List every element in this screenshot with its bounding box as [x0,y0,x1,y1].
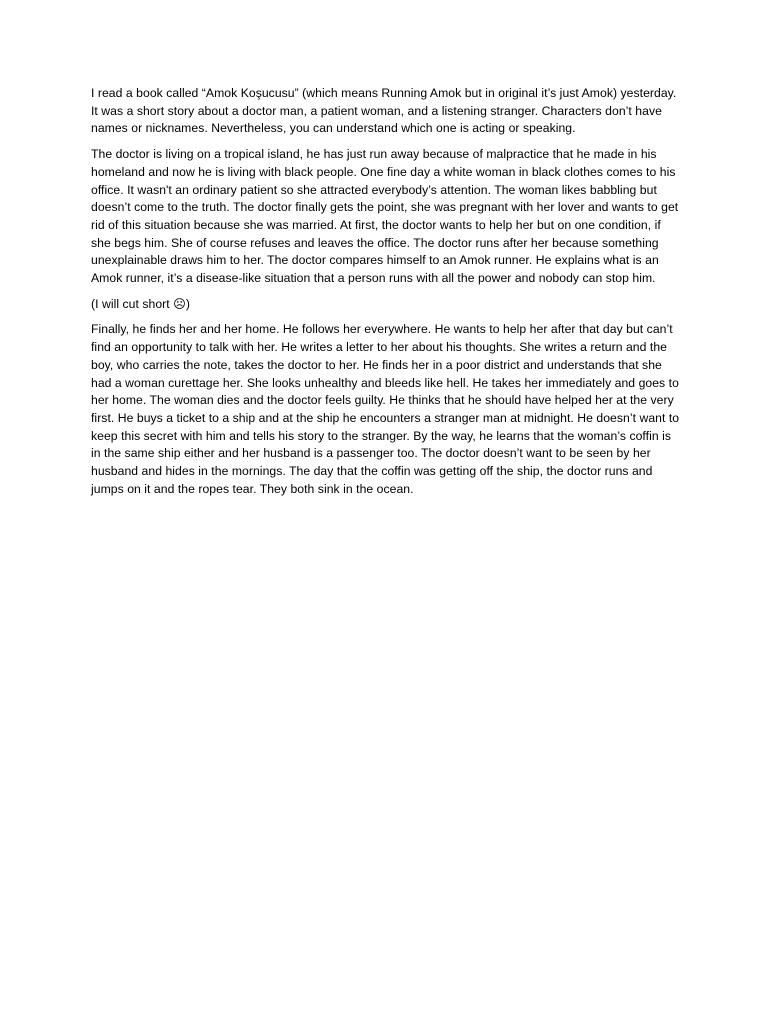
paragraph-intro: I read a book called “Amok Koşucusu” (which means Running Amok but in original it’s just Amok) yesterday. It was a short story about a doctor man, a patient woman, and a listening stranger. Characters don’t have names or nicknames. Nevertheless, you can understand which one is acting or speaking. [91,86,677,136]
paragraph-plot: The doctor is living on a tropical island, he has just run away because of malpractice that he made in his homeland and now he is living with black people. One fine day a white woman in black clothes comes to his office. It wasn't an ordinary patient so she attracted everybody’s attention. The woman likes babbling but doesn’t come to the truth. The doctor finally gets the point, she was pregnant with her lover and wants to get rid of this situation because she was married. At first, the doctor wants to help her but on one condition, if she begs him. She of course refuses and leaves the office. The doctor runs after her because something unexplainable draws him to her. The doctor compares himself to an Amok runner. He explains what is an Amok runner, it’s a disease-like situation that a person runs with all the power and nobody can stop him. [91,147,679,286]
paragraph-ending: Finally, he finds her and her home. He follows her everywhere. He wants to help her after that day but can’t find an opportunity to talk with her. He writes a letter to her about his thoughts. She writes a return and the boy, who carries the note, takes the doctor to her. He finds her in a poor district and understands that she had a woman curettage her. She looks unhealthy and bleeds like hell. He takes her immediately and goes to her home. The woman dies and the doctor feels guilty. He thinks that he should have helped her at the very first. He buys a ticket to a ship and at the ship he encounters a stranger man at midnight. He doesn’t want to keep this secret with him and tells his story to the stranger. By the way, he learns that the woman’s coffin is in the same ship either and her husband is a passenger too. The doctor doesn’t want to be seen by her husband and hides in the mornings. The day that the coffin was getting off the ship, the doctor runs and jumps on it and the ropes tear. They both sink in the ocean. [91,322,680,496]
document-body [91,85,681,506]
paragraph-aside: (I will cut short ☹) [91,296,191,311]
